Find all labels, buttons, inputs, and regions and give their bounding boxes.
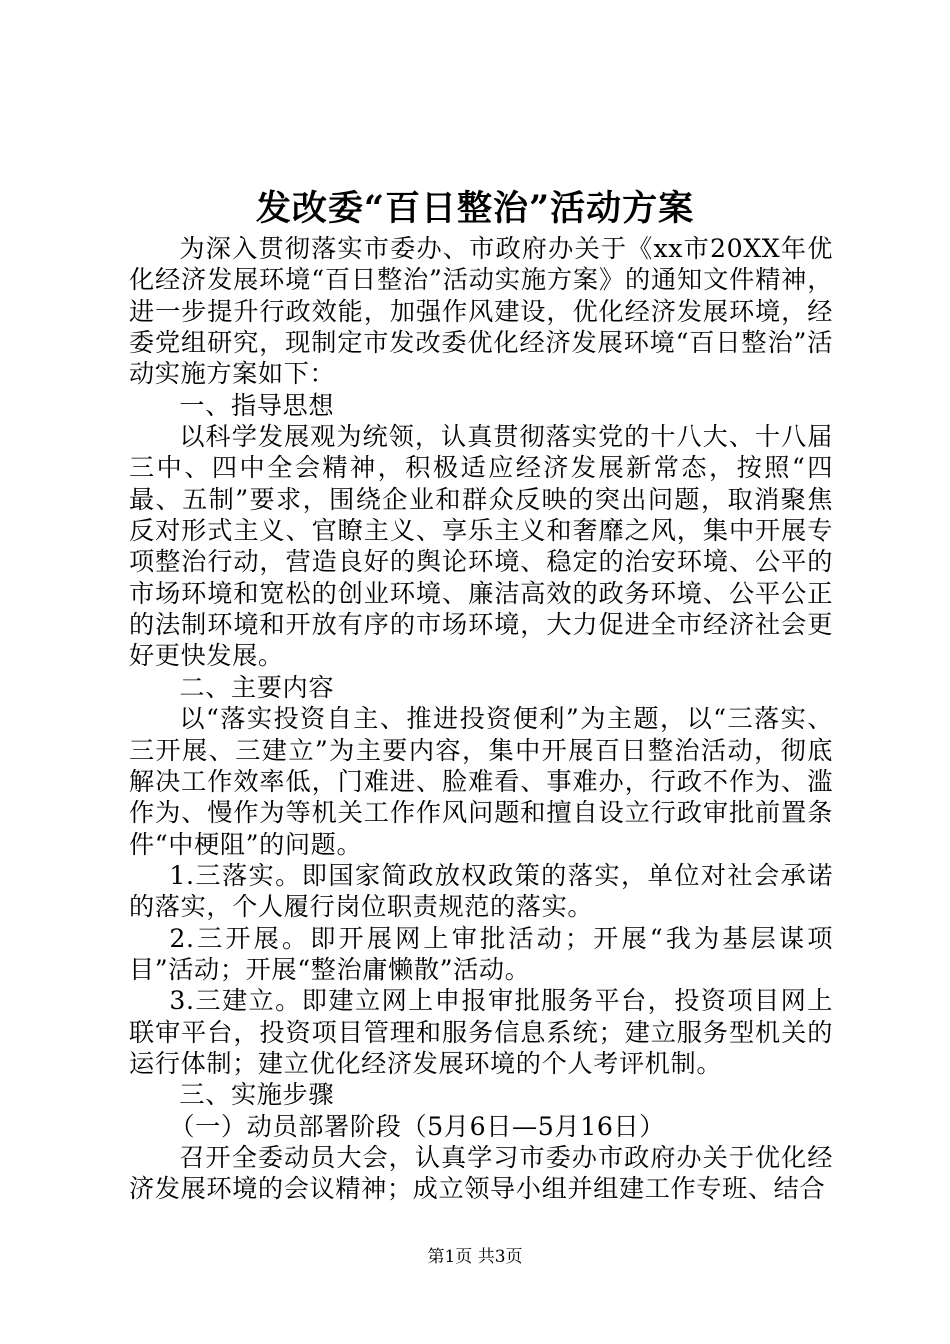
page-footer: 第1页 共3页 [427, 1247, 523, 1267]
section-heading-implementation-steps: 三、实施步骤 [179, 1080, 335, 1110]
subsection-heading-mobilization: （一）动员部署阶段（5月6日—5月16日） [169, 1111, 666, 1141]
item-three-launches: 2.三开展。即开展网上审批活动；开展“我为基层谋项目”活动；开展“整治庸懒散”活动。 [129, 923, 833, 984]
item-three-establishments: 3.三建立。即建立网上申报审批服务平台，投资项目网上联审平台，投资项目管理和服务信息系统；建立服务型机关的运行体制；建立优化经济发展环境的个人考评机制。 [129, 986, 833, 1078]
guiding-ideology-paragraph: 以科学发展观为统领，认真贯彻落实党的十八大、十八届三中、四中全会精神，积极适应经济发展新常态，按照“四最、五制”要求，围绕企业和群众反映的突出问题，取消聚焦反对形式主义、官瞭主义、享乐主义和奢靡之风，集中开展专项整治行动，营造良好的舆论环境、稳定的治安环境、公平的市场环境和宽松的创业环境、廉洁高效的政务环境、公平公正的法制环境和开放有序的市场环境，大力促进全市经济社会更好更快发展。 [129, 422, 833, 671]
mobilization-paragraph: 召开全委动员大会，认真学习市委办市政府办关于优化经济发展环境的会议精神；成立领导小组并组建工作专班、结合 [129, 1142, 833, 1204]
document-title: 发改委“百日整治”活动方案 [255, 188, 695, 229]
section-heading-guiding-ideology: 一、指导思想 [179, 390, 335, 420]
document-body [129, 233, 833, 1205]
main-content-paragraph: 以“落实投资自主、推进投资便利”为主题，以“三落实、三开展、三建立”为主要内容，集中开展百日整治活动，彻底解决工作效率低，门难进、脸难看、事难办，行政不作为、滥作为、慢作为等机关工作作风问题和擅自设立行政审批前置条件“中梗阻”的问题。 [129, 704, 833, 859]
intro-paragraph: 为深入贯彻落实市委办、市政府办关于《xx市20XX年优化经济发展环境“百日整治”活动实施方案》的通知文件精神，进一步提升行政效能，加强作风建设，优化经济发展环境，经委党组研究，现制定市发改委优化经济发展环境“百日整治”活动实施方案如下： [129, 234, 833, 389]
item-three-implementations: 1.三落实。即国家简政放权政策的落实，单位对社会承诺的落实，个人履行岗位职责规范的落实。 [129, 860, 833, 922]
section-heading-main-content: 二、主要内容 [179, 672, 335, 702]
